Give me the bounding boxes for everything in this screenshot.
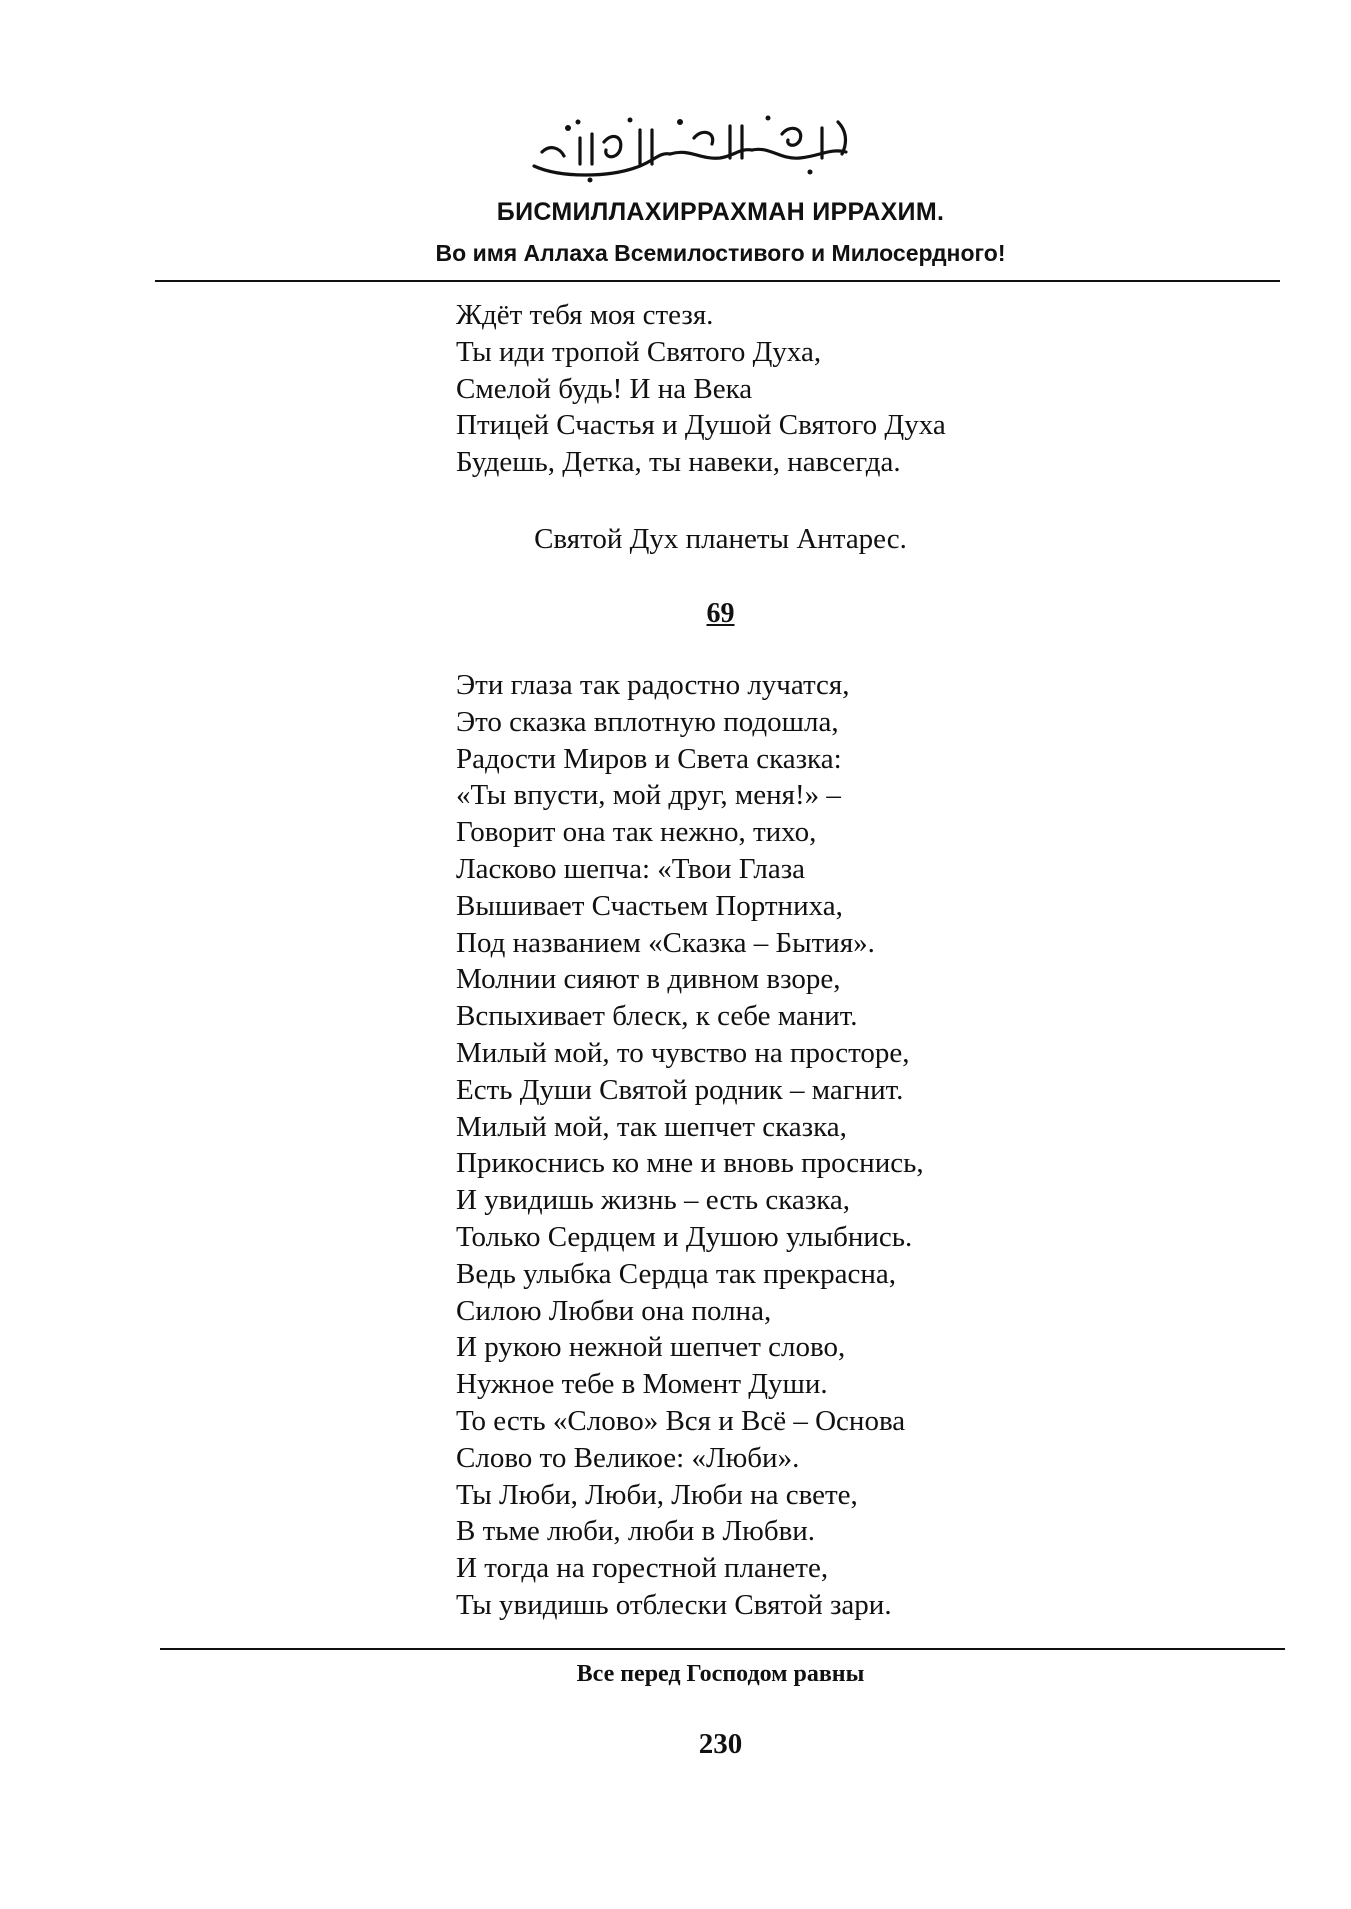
poem-line: Есть Души Святой родник – магнит.	[456, 1073, 904, 1106]
poem-line: Нужное тебе в Момент Души.	[456, 1368, 828, 1401]
poem-line: То есть «Слово» Вся и Всё – Основа	[456, 1404, 906, 1437]
section-number: 69	[706, 598, 735, 629]
bismillah-calligraphy	[520, 108, 860, 190]
poem-line: Слово то Великое: «Люби».	[456, 1441, 800, 1474]
poem-line: Ласково шепча: «Твои Глаза	[456, 852, 806, 885]
poem-line: Будешь, Детка, ты навеки, навсегда.	[456, 446, 901, 479]
header-divider	[155, 280, 1280, 282]
poem-line: Говорит она так нежно, тихо,	[456, 816, 817, 849]
poem-line: Милый мой, так шепчет сказка,	[456, 1110, 847, 1143]
poem-main	[456, 667, 924, 1624]
poem-line: Ты увидишь отблески Святой зари.	[456, 1588, 892, 1621]
header-subtitle: Во имя Аллаха Всемилостивого и Милосердного!	[435, 240, 1006, 266]
page-number: 230	[698, 1728, 743, 1760]
poem-line: Смелой будь! И на Века	[456, 372, 753, 405]
poem-line: И рукою нежной шепчет слово,	[456, 1331, 846, 1364]
poem-line: Под названием «Сказка – Бытия».	[456, 926, 875, 959]
poem-line: Вспыхивает блеск, к себе манит.	[456, 1000, 858, 1033]
poem-top	[456, 297, 946, 481]
poem-line: Только Сердцем и Душою улыбнись.	[456, 1220, 913, 1253]
poem-line: Ты иди тропой Святого Духа,	[456, 335, 822, 368]
footer-divider	[160, 1648, 1285, 1650]
poem-line: Это сказка вплотную подошла,	[456, 705, 839, 738]
poem-line: Радости Миров и Света сказка:	[456, 742, 842, 775]
header-title: БИСМИЛЛАХИРРАХМАН ИРРАХИМ.	[496, 198, 945, 226]
poem-line: Ждёт тебя моя стезя.	[456, 299, 714, 331]
poem-signature: Святой Дух планеты Антарес.	[534, 523, 907, 555]
poem-line: Вышивает Счастьем Портниха,	[456, 889, 843, 922]
poem-line: Эти глаза так радостно лучатся,	[456, 669, 850, 701]
poem-line: В тьме люби, люби в Любви.	[456, 1515, 816, 1548]
poem-line: Милый мой, то чувство на просторе,	[456, 1036, 910, 1069]
poem-line: Птицей Счастья и Душой Святого Духа	[456, 409, 946, 442]
poem-line: Ведь улыбка Сердца так прекрасна,	[456, 1257, 896, 1290]
poem-line: И тогда на горестной планете,	[456, 1552, 829, 1585]
poem-line: Молнии сияют в дивном взоре,	[456, 963, 841, 996]
poem-line: «Ты впусти, мой друг, меня!» –	[456, 779, 841, 812]
footer-caption: Все перед Господом равны	[576, 1661, 865, 1687]
poem-line: Ты Люби, Люби, Люби на свете,	[456, 1478, 858, 1511]
poem-line: Прикоснись ко мне и вновь проснись,	[456, 1147, 924, 1180]
poem-line: Силою Любви она полна,	[456, 1294, 772, 1327]
poem-line: И увидишь жизнь – есть сказка,	[456, 1184, 850, 1217]
